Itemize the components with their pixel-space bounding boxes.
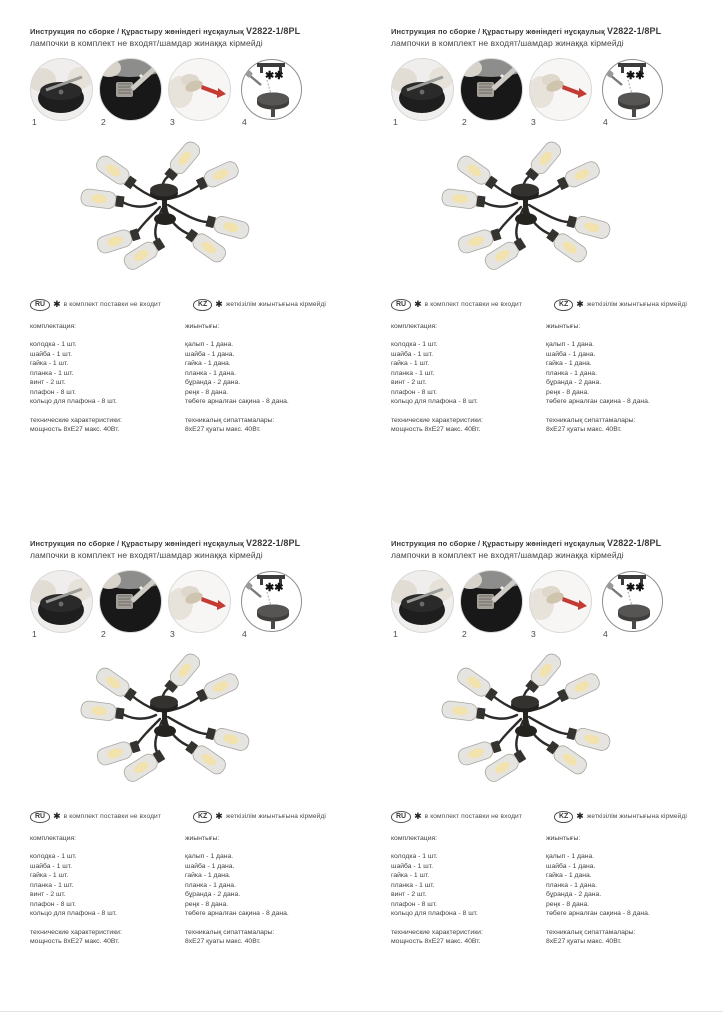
step-number: 3 bbox=[170, 629, 175, 639]
ru-parts-list bbox=[391, 322, 546, 435]
list-item: колодка - 1 шт. bbox=[30, 853, 77, 861]
step-number: 3 bbox=[531, 117, 536, 127]
ru-parts-list bbox=[30, 834, 185, 947]
assembly-step-4 bbox=[240, 570, 303, 639]
step-number: 3 bbox=[531, 629, 536, 639]
ru-tech-value: мощность 8хЕ27 макс. 40Вт. bbox=[30, 426, 120, 434]
list-item: төбеге арналған сақина - 8 дана. bbox=[185, 398, 289, 406]
step-1-photo-icon bbox=[391, 570, 454, 633]
instruction-sheet bbox=[361, 512, 723, 1024]
list-item: гайка - 1 шт. bbox=[30, 360, 69, 368]
header-title-line bbox=[30, 538, 351, 548]
ru-tech-title: технические характеристики: bbox=[391, 928, 483, 936]
ru-badge-group bbox=[30, 299, 161, 311]
kz-list-title: жиынтығы: bbox=[185, 322, 220, 330]
kz-tech-title: техникалық сипаттамалары: bbox=[546, 928, 636, 936]
chandelier-illustration bbox=[52, 135, 304, 287]
step-3-photo-icon bbox=[168, 570, 231, 633]
kz-items bbox=[546, 852, 650, 919]
list-item: гайка - 1 дана. bbox=[546, 360, 592, 368]
list-item: планка - 1 дана. bbox=[546, 369, 597, 377]
model-number: V2822-1/8PL bbox=[246, 26, 301, 36]
list-item: плафон - 8 шт. bbox=[391, 388, 437, 396]
step-4-diagram-icon bbox=[601, 570, 664, 633]
kz-tech-value: 8хЕ27 қуаты макс. 40Вт. bbox=[546, 426, 622, 434]
list-item: планка - 1 дана. bbox=[185, 369, 236, 377]
ru-tech-value: мощность 8хЕ27 макс. 40Вт. bbox=[391, 426, 481, 434]
ru-tech-value: мощность 8хЕ27 макс. 40Вт. bbox=[30, 938, 120, 946]
asterisk-icon: ✱ bbox=[53, 299, 61, 310]
asterisk-icon: ✱ bbox=[576, 299, 584, 310]
model-number: V2822-1/8PL bbox=[607, 26, 662, 36]
kz-not-included-note: жеткізілім жиынтығына кірмейді bbox=[586, 813, 687, 821]
list-item: планка - 1 шт. bbox=[30, 881, 74, 889]
svg-text:✱✱: ✱✱ bbox=[626, 70, 645, 82]
list-item: колодка - 1 шт. bbox=[30, 341, 77, 349]
list-item: кольцо для плафона - 8 шт. bbox=[391, 910, 478, 918]
ru-badge-group bbox=[30, 811, 161, 823]
list-item: плафон - 8 шт. bbox=[30, 388, 76, 396]
list-item: төбеге арналған сақина - 8 дана. bbox=[185, 910, 289, 918]
ru-language-badge: RU bbox=[391, 299, 411, 311]
step-1-photo-icon bbox=[30, 58, 93, 121]
parts-lists bbox=[30, 834, 351, 947]
assembly-step-3 bbox=[529, 570, 592, 639]
svg-text:✱✱: ✱✱ bbox=[626, 582, 645, 594]
ru-list-title: комплектация: bbox=[391, 834, 438, 842]
ru-list-title: комплектация: bbox=[391, 322, 438, 330]
assembly-step-1 bbox=[391, 570, 454, 639]
header-title-line bbox=[391, 26, 713, 36]
ru-language-badge: RU bbox=[30, 299, 50, 311]
step-2-photo-icon bbox=[460, 58, 523, 121]
ru-badge-group bbox=[391, 811, 522, 823]
model-number: V2822-1/8PL bbox=[607, 538, 662, 548]
kz-not-included-note: жеткізілім жиынтығына кірмейді bbox=[225, 301, 326, 309]
kz-badge-group bbox=[193, 811, 326, 823]
list-item: шайба - 1 дана. bbox=[185, 862, 235, 870]
sheet-header bbox=[30, 538, 351, 560]
ru-not-included-note: в комплект поставки не входит bbox=[424, 813, 522, 821]
kz-badge-group bbox=[554, 299, 687, 311]
list-item: шайба - 1 дана. bbox=[546, 862, 596, 870]
kz-not-included-note: жеткізілім жиынтығына кірмейді bbox=[225, 813, 326, 821]
step-number: 1 bbox=[32, 629, 37, 639]
list-item: шайба - 1 дана. bbox=[546, 350, 596, 358]
svg-text:✱✱: ✱✱ bbox=[265, 582, 284, 594]
assembly-step-2 bbox=[99, 58, 162, 127]
kz-tech-title: техникалық сипаттамалары: bbox=[185, 928, 275, 936]
ru-list-title: комплектация: bbox=[30, 834, 77, 842]
assembly-step-4 bbox=[601, 58, 664, 127]
step-1-photo-icon bbox=[391, 58, 454, 121]
step-number: 4 bbox=[603, 629, 608, 639]
list-item: планка - 1 дана. bbox=[185, 881, 236, 889]
list-item: реңк - 8 дана. bbox=[185, 900, 229, 908]
instruction-sheet bbox=[0, 0, 361, 512]
assembly-step-3 bbox=[529, 58, 592, 127]
header-title: Инструкция по сборке / Құрастыру жөніндегі нұсқаулық bbox=[30, 27, 247, 36]
assembly-steps-row bbox=[30, 58, 308, 127]
list-item: реңк - 8 дана. bbox=[185, 388, 229, 396]
language-badges-row bbox=[30, 299, 351, 311]
kz-tech-value: 8хЕ27 қуаты макс. 40Вт. bbox=[185, 426, 261, 434]
step-number: 4 bbox=[242, 117, 247, 127]
kz-language-badge: KZ bbox=[193, 811, 212, 823]
step-number: 2 bbox=[101, 117, 106, 127]
list-item: планка - 1 шт. bbox=[391, 369, 435, 377]
step-2-photo-icon bbox=[460, 570, 523, 633]
list-item: винт - 2 шт. bbox=[30, 379, 66, 387]
ru-parts-list bbox=[30, 322, 185, 435]
parts-lists bbox=[30, 322, 351, 435]
kz-language-badge: KZ bbox=[554, 811, 573, 823]
assembly-step-4 bbox=[240, 58, 303, 127]
kz-parts-list bbox=[185, 322, 289, 435]
list-item: колодка - 1 шт. bbox=[391, 853, 438, 861]
ru-not-included-note: в комплект поставки не входит bbox=[63, 813, 161, 821]
assembly-step-2 bbox=[460, 570, 523, 639]
list-item: шайба - 1 шт. bbox=[391, 350, 433, 358]
step-1-photo-icon bbox=[30, 570, 93, 633]
ru-tech-title: технические характеристики: bbox=[30, 416, 122, 424]
chandelier-illustration bbox=[52, 647, 304, 799]
chandelier-illustration bbox=[413, 647, 665, 799]
chandelier-product-image bbox=[52, 135, 351, 287]
kz-tech-title: техникалық сипаттамалары: bbox=[546, 416, 636, 424]
list-item: бұранда - 2 дана. bbox=[546, 891, 602, 899]
list-item: бұранда - 2 дана. bbox=[185, 891, 241, 899]
header-subtitle: лампочки в комплект не входят/шамдар жинаққа кірмейді bbox=[30, 550, 263, 560]
parts-lists bbox=[391, 834, 713, 947]
list-item: колодка - 1 шт. bbox=[391, 341, 438, 349]
list-item: винт - 2 шт. bbox=[30, 891, 66, 899]
kz-parts-list bbox=[546, 322, 650, 435]
header-subtitle: лампочки в комплект не входят/шамдар жинаққа кірмейді bbox=[30, 38, 263, 48]
list-item: қалып - 1 дана. bbox=[546, 853, 595, 861]
list-item: планка - 1 дана. bbox=[546, 881, 597, 889]
list-item: реңк - 8 дана. bbox=[546, 388, 590, 396]
kz-tech-value: 8хЕ27 қуаты макс. 40Вт. bbox=[185, 938, 261, 946]
ru-tech-value: мощность 8хЕ27 макс. 40Вт. bbox=[391, 938, 481, 946]
list-item: шайба - 1 шт. bbox=[30, 350, 72, 358]
kz-parts-list bbox=[546, 834, 650, 947]
chandelier-illustration bbox=[413, 135, 665, 287]
header-title-line bbox=[30, 26, 351, 36]
language-badges-row bbox=[30, 811, 351, 823]
asterisk-icon: ✱ bbox=[414, 811, 422, 822]
language-badges-row bbox=[391, 811, 713, 823]
kz-badge-group bbox=[554, 811, 687, 823]
header-title: Инструкция по сборке / Құрастыру жөніндегі нұсқаулық bbox=[30, 539, 247, 548]
step-number: 2 bbox=[462, 629, 467, 639]
ru-items bbox=[391, 852, 546, 919]
kz-items bbox=[546, 340, 650, 407]
ru-items bbox=[30, 852, 185, 919]
kz-language-badge: KZ bbox=[193, 299, 212, 311]
step-number: 4 bbox=[242, 629, 247, 639]
kz-items bbox=[185, 852, 289, 919]
list-item: планка - 1 шт. bbox=[391, 881, 435, 889]
step-4-diagram-icon bbox=[601, 58, 664, 121]
list-item: шайба - 1 шт. bbox=[30, 862, 72, 870]
ru-items bbox=[391, 340, 546, 407]
ru-language-badge: RU bbox=[30, 811, 50, 823]
step-4-diagram-icon bbox=[240, 570, 303, 633]
asterisk-icon: ✱ bbox=[215, 811, 223, 822]
list-item: қалып - 1 дана. bbox=[185, 853, 234, 861]
list-item: қалып - 1 дана. bbox=[546, 341, 595, 349]
step-2-photo-icon bbox=[99, 58, 162, 121]
ru-not-included-note: в комплект поставки не входит bbox=[424, 301, 522, 309]
list-item: кольцо для плафона - 8 шт. bbox=[30, 398, 117, 406]
assembly-step-3 bbox=[168, 58, 231, 127]
step-4-diagram-icon bbox=[240, 58, 303, 121]
kz-list-title: жиынтығы: bbox=[546, 834, 581, 842]
kz-not-included-note: жеткізілім жиынтығына кірмейді bbox=[586, 301, 687, 309]
model-number: V2822-1/8PL bbox=[246, 538, 301, 548]
list-item: плафон - 8 шт. bbox=[30, 900, 76, 908]
bottom-cut-line bbox=[0, 1011, 723, 1012]
kz-list-title: жиынтығы: bbox=[185, 834, 220, 842]
chandelier-product-image bbox=[413, 647, 713, 799]
asterisk-icon: ✱ bbox=[53, 811, 61, 822]
list-item: гайка - 1 дана. bbox=[185, 872, 231, 880]
kz-tech-value: 8хЕ27 қуаты макс. 40Вт. bbox=[546, 938, 622, 946]
kz-parts-list bbox=[185, 834, 289, 947]
list-item: гайка - 1 шт. bbox=[30, 872, 69, 880]
list-item: реңк - 8 дана. bbox=[546, 900, 590, 908]
asterisk-icon: ✱ bbox=[414, 299, 422, 310]
list-item: шайба - 1 дана. bbox=[185, 350, 235, 358]
chandelier-product-image bbox=[52, 647, 351, 799]
kz-items bbox=[185, 340, 289, 407]
header-title-line bbox=[391, 538, 713, 548]
language-badges-row bbox=[391, 299, 713, 311]
sheet-header bbox=[30, 26, 351, 48]
list-item: гайка - 1 дана. bbox=[546, 872, 592, 880]
kz-list-title: жиынтығы: bbox=[546, 322, 581, 330]
step-number: 1 bbox=[393, 629, 398, 639]
sheet-header bbox=[391, 538, 713, 560]
step-number: 2 bbox=[462, 117, 467, 127]
ru-not-included-note: в комплект поставки не входит bbox=[63, 301, 161, 309]
header-title: Инструкция по сборке / Құрастыру жөніндегі нұсқаулық bbox=[391, 27, 608, 36]
list-item: планка - 1 шт. bbox=[30, 369, 74, 377]
list-item: кольцо для плафона - 8 шт. bbox=[391, 398, 478, 406]
step-number: 1 bbox=[393, 117, 398, 127]
kz-badge-group bbox=[193, 299, 326, 311]
asterisk-icon: ✱ bbox=[215, 299, 223, 310]
assembly-step-3 bbox=[168, 570, 231, 639]
list-item: гайка - 1 дана. bbox=[185, 360, 231, 368]
list-item: шайба - 1 шт. bbox=[391, 862, 433, 870]
step-3-photo-icon bbox=[529, 58, 592, 121]
chandelier-product-image bbox=[413, 135, 713, 287]
assembly-step-4 bbox=[601, 570, 664, 639]
ru-badge-group bbox=[391, 299, 522, 311]
header-subtitle: лампочки в комплект не входят/шамдар жинаққа кірмейді bbox=[391, 38, 624, 48]
ru-language-badge: RU bbox=[391, 811, 411, 823]
ru-list-title: комплектация: bbox=[30, 322, 77, 330]
list-item: гайка - 1 шт. bbox=[391, 360, 430, 368]
assembly-step-1 bbox=[30, 570, 93, 639]
list-item: винт - 2 шт. bbox=[391, 891, 427, 899]
list-item: бұранда - 2 дана. bbox=[185, 379, 241, 387]
sheet-header bbox=[391, 26, 713, 48]
kz-language-badge: KZ bbox=[554, 299, 573, 311]
assembly-steps-row bbox=[30, 570, 308, 639]
list-item: гайка - 1 шт. bbox=[391, 872, 430, 880]
step-2-photo-icon bbox=[99, 570, 162, 633]
assembly-steps-row bbox=[391, 570, 669, 639]
step-3-photo-icon bbox=[529, 570, 592, 633]
assembly-step-2 bbox=[460, 58, 523, 127]
step-number: 4 bbox=[603, 117, 608, 127]
ru-tech-title: технические характеристики: bbox=[30, 928, 122, 936]
list-item: төбеге арналған сақина - 8 дана. bbox=[546, 398, 650, 406]
header-subtitle: лампочки в комплект не входят/шамдар жинаққа кірмейді bbox=[391, 550, 624, 560]
asterisk-icon: ✱ bbox=[576, 811, 584, 822]
assembly-step-2 bbox=[99, 570, 162, 639]
header-title: Инструкция по сборке / Құрастыру жөніндегі нұсқаулық bbox=[391, 539, 608, 548]
list-item: бұранда - 2 дана. bbox=[546, 379, 602, 387]
ru-parts-list bbox=[391, 834, 546, 947]
assembly-step-1 bbox=[30, 58, 93, 127]
list-item: кольцо для плафона - 8 шт. bbox=[30, 910, 117, 918]
step-number: 1 bbox=[32, 117, 37, 127]
instruction-sheet bbox=[361, 0, 723, 512]
ru-items bbox=[30, 340, 185, 407]
step-number: 3 bbox=[170, 117, 175, 127]
assembly-steps-row bbox=[391, 58, 669, 127]
list-item: қалып - 1 дана. bbox=[185, 341, 234, 349]
parts-lists bbox=[391, 322, 713, 435]
kz-tech-title: техникалық сипаттамалары: bbox=[185, 416, 275, 424]
step-3-photo-icon bbox=[168, 58, 231, 121]
instruction-sheet bbox=[0, 512, 361, 1024]
assembly-step-1 bbox=[391, 58, 454, 127]
svg-text:✱✱: ✱✱ bbox=[265, 70, 284, 82]
list-item: винт - 2 шт. bbox=[391, 379, 427, 387]
step-number: 2 bbox=[101, 629, 106, 639]
list-item: төбеге арналған сақина - 8 дана. bbox=[546, 910, 650, 918]
list-item: плафон - 8 шт. bbox=[391, 900, 437, 908]
ru-tech-title: технические характеристики: bbox=[391, 416, 483, 424]
